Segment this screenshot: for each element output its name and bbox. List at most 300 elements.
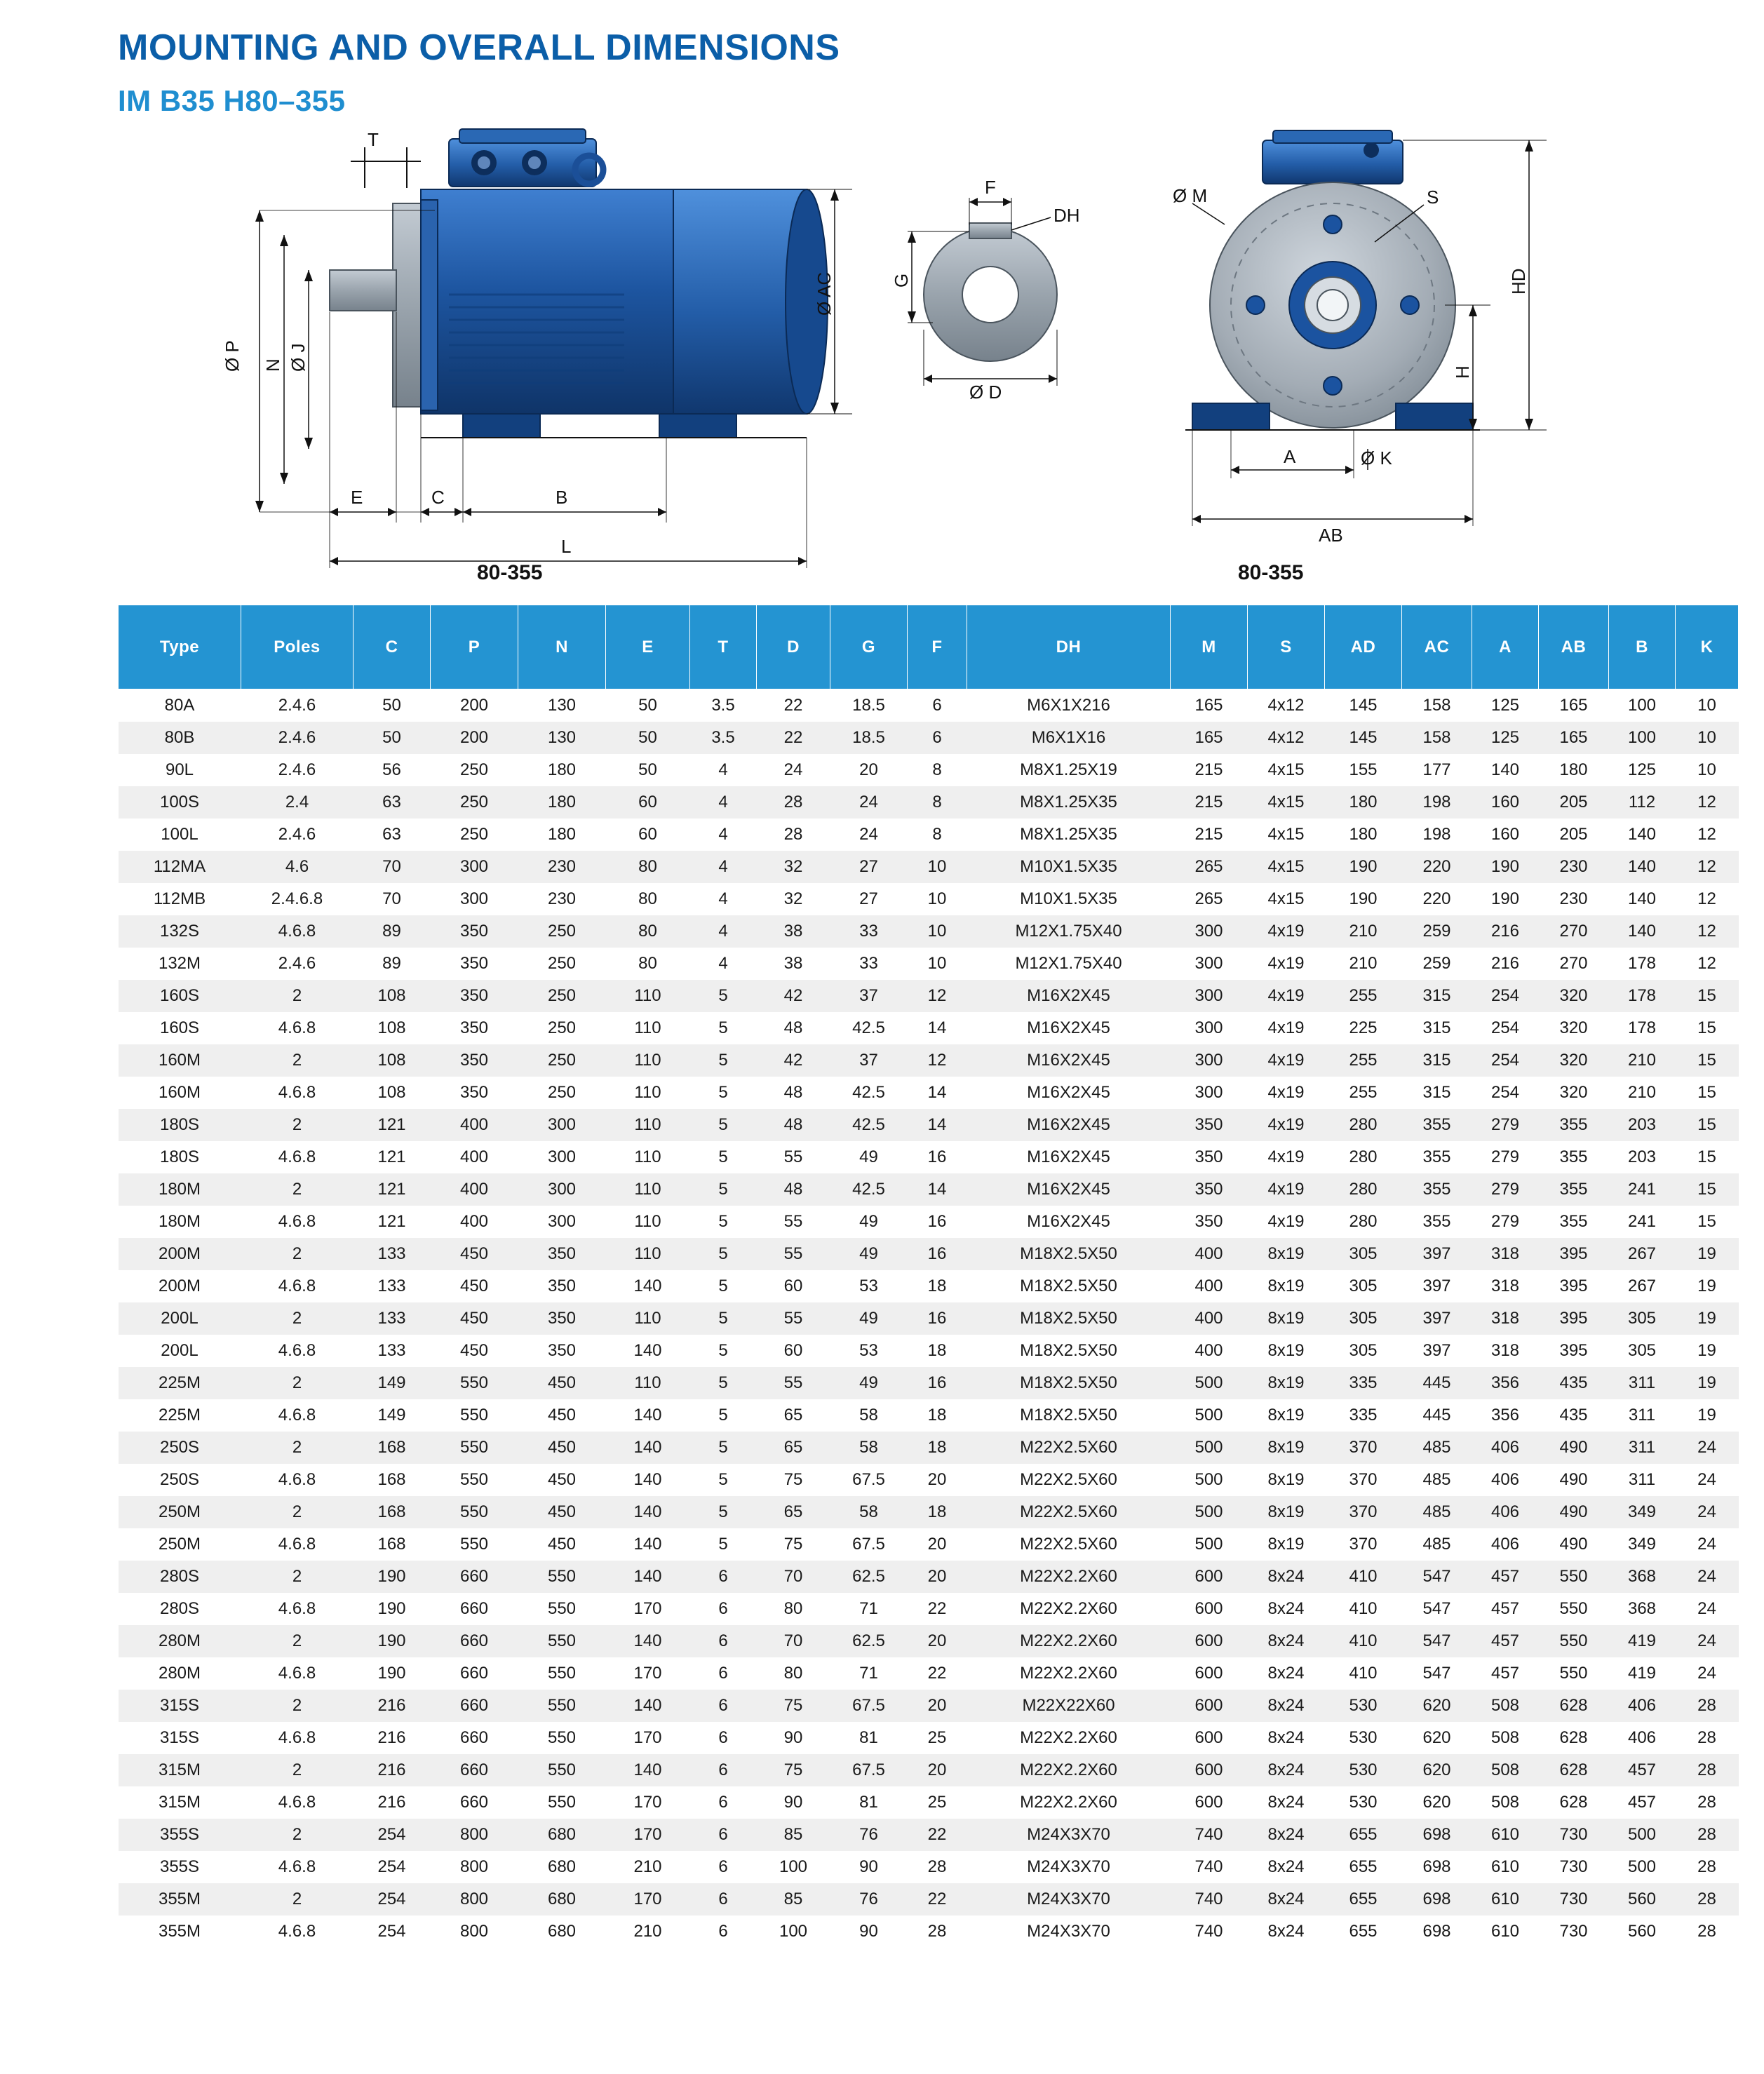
table-cell-ac: 198 (1422, 824, 1451, 844)
table-cell-m: 300 (1194, 953, 1223, 973)
table-cell-k: 10 (1697, 760, 1716, 779)
table-cell-type: 180M (158, 1211, 201, 1231)
table-cell-f: 20 (927, 1566, 947, 1586)
table-cell-c: 216 (377, 1695, 406, 1715)
table-cell-g: 90 (859, 1921, 878, 1941)
table-cell-t: 5 (718, 1308, 728, 1328)
table-cell-s: 8x24 (1267, 1663, 1305, 1683)
table-cell-f: 18 (927, 1405, 947, 1425)
table-cell-s: 4x15 (1267, 824, 1305, 844)
table-cell-ac: 220 (1422, 889, 1451, 908)
table-cell-b: 267 (1627, 1244, 1657, 1263)
table-cell-d: 28 (783, 792, 803, 812)
table-cell-g: 81 (859, 1792, 878, 1812)
table-cell-b: 178 (1627, 1018, 1657, 1037)
table-row (119, 689, 1739, 722)
table-cell-d: 65 (783, 1437, 803, 1457)
table-cell-ac: 397 (1422, 1244, 1451, 1263)
table-cell-n: 450 (547, 1373, 577, 1392)
table-cell-e: 140 (633, 1469, 662, 1489)
table-cell-s: 4x15 (1267, 760, 1305, 779)
table-cell-poles: 4.6.8 (278, 1405, 316, 1425)
table-cell-t: 5 (718, 1115, 728, 1134)
table-cell-ab: 320 (1559, 1082, 1588, 1102)
table-cell-c: 70 (382, 856, 401, 876)
table-cell-m: 350 (1194, 1211, 1223, 1231)
table-cell-c: 254 (377, 1921, 406, 1941)
table-cell-ab: 230 (1559, 856, 1588, 876)
technical-drawing-area (0, 119, 1764, 596)
table-cell-poles: 2 (292, 1889, 302, 1908)
table-cell-d: 38 (783, 921, 803, 941)
table-cell-a: 406 (1490, 1502, 1520, 1521)
table-cell-n: 350 (547, 1244, 577, 1263)
table-cell-k: 19 (1697, 1308, 1716, 1328)
table-cell-a: 508 (1490, 1792, 1520, 1812)
label-C: C (431, 487, 445, 508)
table-row (119, 722, 1739, 754)
col-s: S (1248, 605, 1325, 689)
table-cell-ab: 320 (1559, 985, 1588, 1005)
table-cell-ad: 370 (1349, 1437, 1378, 1457)
table-cell-s: 4x19 (1267, 1050, 1305, 1070)
table-cell-ac: 397 (1422, 1308, 1451, 1328)
table-cell-type: 90L (165, 760, 194, 779)
table-cell-ad: 335 (1349, 1373, 1378, 1392)
table-cell-f: 10 (927, 889, 947, 908)
table-cell-dh: M16X2X45 (1027, 1147, 1110, 1166)
table-cell-ac: 485 (1422, 1534, 1451, 1554)
table-cell-poles: 4.6.8 (278, 1082, 316, 1102)
table-row (119, 1367, 1739, 1399)
table-cell-a: 254 (1490, 1050, 1520, 1070)
table-cell-dh: M24X3X70 (1027, 1921, 1110, 1941)
table-cell-poles: 2.4.6 (278, 760, 316, 779)
table-cell-f: 14 (927, 1018, 947, 1037)
table-cell-a: 406 (1490, 1469, 1520, 1489)
table-cell-p: 450 (459, 1244, 489, 1263)
table-cell-p: 550 (459, 1405, 489, 1425)
table-cell-poles: 4.6.8 (278, 1663, 316, 1683)
table-cell-c: 190 (377, 1631, 406, 1650)
table-cell-p: 660 (459, 1663, 489, 1683)
table-cell-s: 4x19 (1267, 1211, 1305, 1231)
table-cell-e: 60 (638, 792, 657, 812)
table-cell-dh: M10X1.5X35 (1020, 856, 1117, 876)
table-cell-a: 279 (1490, 1147, 1520, 1166)
table-cell-type: 280M (158, 1631, 201, 1650)
table-row (119, 1399, 1739, 1432)
table-cell-s: 4x12 (1267, 695, 1305, 715)
table-cell-a: 125 (1490, 695, 1520, 715)
table-cell-d: 70 (783, 1566, 803, 1586)
table-cell-type: 80A (164, 695, 195, 715)
table-cell-dh: M6X1X16 (1031, 727, 1106, 747)
table-cell-n: 350 (547, 1276, 577, 1295)
table-cell-poles: 2 (292, 1695, 302, 1715)
table-cell-d: 24 (783, 760, 803, 779)
table-cell-ab: 435 (1559, 1405, 1588, 1425)
table-cell-d: 90 (783, 1792, 803, 1812)
table-cell-g: 62.5 (852, 1566, 885, 1586)
table-cell-a: 508 (1490, 1760, 1520, 1779)
table-cell-g: 90 (859, 1857, 878, 1876)
label-K: Ø K (1361, 447, 1392, 469)
table-cell-ab: 628 (1559, 1792, 1588, 1812)
table-cell-p: 660 (459, 1631, 489, 1650)
table-cell-ab: 550 (1559, 1663, 1588, 1683)
table-cell-f: 8 (932, 760, 942, 779)
table-cell-p: 350 (459, 1050, 489, 1070)
table-cell-b: 140 (1627, 824, 1657, 844)
table-cell-n: 680 (547, 1921, 577, 1941)
table-cell-k: 19 (1697, 1405, 1716, 1425)
table-cell-m: 740 (1194, 1921, 1223, 1941)
table-cell-b: 100 (1627, 695, 1657, 715)
table-cell-dh: M16X2X45 (1027, 1082, 1110, 1102)
table-cell-n: 550 (547, 1663, 577, 1683)
table-cell-a: 318 (1490, 1244, 1520, 1263)
table-cell-ad: 530 (1349, 1792, 1378, 1812)
table-cell-type: 132M (158, 953, 201, 973)
label-P: Ø P (222, 340, 243, 372)
table-cell-k: 28 (1697, 1695, 1716, 1715)
table-cell-e: 140 (633, 1631, 662, 1650)
table-cell-p: 350 (459, 1018, 489, 1037)
table-cell-m: 350 (1194, 1179, 1223, 1199)
side-view-group (222, 129, 852, 568)
table-row (119, 1496, 1739, 1528)
table-cell-dh: M24X3X70 (1027, 1824, 1110, 1844)
table-cell-p: 660 (459, 1695, 489, 1715)
table-cell-e: 80 (638, 856, 657, 876)
table-cell-d: 65 (783, 1405, 803, 1425)
table-cell-s: 4x19 (1267, 985, 1305, 1005)
table-cell-n: 450 (547, 1534, 577, 1554)
table-cell-c: 121 (377, 1115, 406, 1134)
table-cell-b: 100 (1627, 727, 1657, 747)
table-cell-poles: 4.6.8 (278, 921, 316, 941)
table-cell-ab: 180 (1559, 760, 1588, 779)
table-cell-m: 300 (1194, 1050, 1223, 1070)
table-cell-b: 305 (1627, 1308, 1657, 1328)
table-cell-d: 55 (783, 1308, 803, 1328)
table-cell-type: 160S (159, 985, 200, 1005)
table-cell-p: 300 (459, 856, 489, 876)
table-cell-ad: 655 (1349, 1824, 1378, 1844)
table-cell-e: 170 (633, 1598, 662, 1618)
table-cell-a: 190 (1490, 889, 1520, 908)
table-cell-d: 48 (783, 1115, 803, 1134)
table-cell-m: 600 (1194, 1566, 1223, 1586)
table-cell-poles: 2 (292, 1502, 302, 1521)
table-cell-dh: M16X2X45 (1027, 1115, 1110, 1134)
table-cell-poles: 2.4.6 (278, 824, 316, 844)
table-cell-e: 210 (633, 1921, 662, 1941)
table-cell-ac: 547 (1422, 1566, 1451, 1586)
table-cell-n: 450 (547, 1502, 577, 1521)
table-cell-d: 32 (783, 889, 803, 908)
table-cell-b: 203 (1627, 1115, 1657, 1134)
table-cell-c: 133 (377, 1244, 406, 1263)
table-cell-p: 400 (459, 1115, 489, 1134)
table-cell-n: 680 (547, 1857, 577, 1876)
table-cell-ad: 180 (1349, 792, 1378, 812)
table-cell-d: 100 (779, 1921, 808, 1941)
table-cell-k: 10 (1697, 727, 1716, 747)
table-cell-e: 140 (633, 1340, 662, 1360)
table-row (119, 819, 1739, 851)
table-cell-dh: M22X2.2X60 (1020, 1792, 1117, 1812)
table-cell-s: 8x19 (1267, 1502, 1305, 1521)
table-cell-n: 550 (547, 1760, 577, 1779)
table-cell-t: 6 (718, 1663, 728, 1683)
table-cell-ab: 550 (1559, 1566, 1588, 1586)
table-row (119, 948, 1739, 980)
table-cell-k: 12 (1697, 921, 1716, 941)
table-cell-f: 10 (927, 953, 947, 973)
table-cell-t: 5 (718, 1534, 728, 1554)
table-cell-dh: M12X1.75X40 (1015, 953, 1122, 973)
table-cell-g: 42.5 (852, 1179, 885, 1199)
table-cell-poles: 2.4.6 (278, 953, 316, 973)
table-cell-m: 500 (1194, 1405, 1223, 1425)
table-cell-ad: 280 (1349, 1211, 1378, 1231)
table-cell-a: 356 (1490, 1405, 1520, 1425)
page-subtitle: IM B35 H80–355 (118, 84, 346, 117)
table-cell-a: 406 (1490, 1534, 1520, 1554)
table-cell-dh: M24X3X70 (1027, 1889, 1110, 1908)
table-cell-a: 318 (1490, 1276, 1520, 1295)
table-cell-ad: 180 (1349, 824, 1378, 844)
table-cell-ab: 270 (1559, 953, 1588, 973)
table-cell-ac: 547 (1422, 1631, 1451, 1650)
table-cell-m: 400 (1194, 1340, 1223, 1360)
table-cell-poles: 4.6.8 (278, 1728, 316, 1747)
table-cell-ac: 547 (1422, 1663, 1451, 1683)
table-cell-s: 4x19 (1267, 1147, 1305, 1166)
table-cell-c: 121 (377, 1211, 406, 1231)
table-cell-ac: 259 (1422, 953, 1451, 973)
table-row (119, 1915, 1739, 1948)
table-cell-f: 16 (927, 1308, 947, 1328)
table-cell-e: 80 (638, 889, 657, 908)
table-cell-s: 8x24 (1267, 1760, 1305, 1779)
label-AC: Ø AC (814, 271, 835, 316)
table-cell-c: 168 (377, 1469, 406, 1489)
table-cell-b: 419 (1627, 1663, 1657, 1683)
table-cell-g: 49 (859, 1308, 878, 1328)
table-cell-g: 67.5 (852, 1695, 885, 1715)
table-cell-b: 241 (1627, 1211, 1657, 1231)
label-F: F (985, 177, 996, 198)
table-row (119, 1593, 1739, 1625)
table-cell-ad: 305 (1349, 1340, 1378, 1360)
table-cell-ab: 320 (1559, 1018, 1588, 1037)
table-cell-k: 24 (1697, 1631, 1716, 1650)
table-cell-poles: 4.6.8 (278, 1147, 316, 1166)
table-cell-ad: 255 (1349, 1050, 1378, 1070)
table-cell-m: 400 (1194, 1276, 1223, 1295)
table-cell-e: 210 (633, 1857, 662, 1876)
table-cell-k: 24 (1697, 1566, 1716, 1586)
table-cell-s: 4x15 (1267, 792, 1305, 812)
col-m: M (1171, 605, 1248, 689)
table-cell-s: 4x19 (1267, 1179, 1305, 1199)
table-cell-f: 8 (932, 792, 942, 812)
table-cell-ab: 355 (1559, 1211, 1588, 1231)
table-cell-type: 180S (159, 1147, 200, 1166)
table-cell-p: 250 (459, 824, 489, 844)
table-cell-p: 550 (459, 1437, 489, 1457)
table-cell-type: 355S (159, 1824, 200, 1844)
table-cell-e: 170 (633, 1792, 662, 1812)
label-D: Ø D (969, 382, 1002, 403)
table-cell-c: 190 (377, 1566, 406, 1586)
table-cell-d: 65 (783, 1502, 803, 1521)
table-cell-ad: 255 (1349, 985, 1378, 1005)
table-cell-d: 60 (783, 1276, 803, 1295)
table-cell-type: 315M (158, 1792, 201, 1812)
table-cell-p: 550 (459, 1373, 489, 1392)
table-cell-g: 24 (859, 792, 878, 812)
table-cell-t: 6 (718, 1792, 728, 1812)
table-cell-e: 110 (634, 1244, 661, 1263)
table-row (119, 1077, 1739, 1109)
table-cell-m: 600 (1194, 1598, 1223, 1618)
table-cell-type: 160M (158, 1082, 201, 1102)
table-cell-p: 350 (459, 1082, 489, 1102)
table-cell-n: 350 (547, 1340, 577, 1360)
table-cell-n: 550 (547, 1792, 577, 1812)
motor-drawings-svg (0, 119, 1764, 603)
table-cell-p: 350 (459, 921, 489, 941)
col-type: Type (119, 605, 241, 689)
table-cell-k: 12 (1697, 856, 1716, 876)
table-cell-f: 10 (927, 856, 947, 876)
table-cell-e: 110 (634, 1082, 661, 1102)
table-cell-ad: 530 (1349, 1760, 1378, 1779)
table-row (119, 980, 1739, 1012)
table-row (119, 1302, 1739, 1335)
table-cell-type: 280S (159, 1598, 200, 1618)
table-cell-c: 89 (382, 953, 401, 973)
table-cell-c: 121 (377, 1179, 406, 1199)
table-cell-type: 100L (161, 824, 198, 844)
table-cell-t: 6 (718, 1824, 728, 1844)
table-row (119, 1464, 1739, 1496)
table-cell-c: 121 (377, 1147, 406, 1166)
table-cell-type: 200L (161, 1308, 198, 1328)
table-cell-dh: M16X2X45 (1027, 1018, 1110, 1037)
table-cell-t: 4 (718, 953, 728, 973)
table-cell-dh: M16X2X45 (1027, 1050, 1110, 1070)
table-cell-dh: M8X1.25X35 (1020, 824, 1117, 844)
table-header-row (119, 605, 1739, 689)
table-cell-type: 315M (158, 1760, 201, 1779)
table-cell-m: 265 (1194, 856, 1223, 876)
table-cell-t: 6 (718, 1728, 728, 1747)
table-row (119, 1012, 1739, 1044)
table-cell-e: 140 (633, 1566, 662, 1586)
table-cell-p: 550 (459, 1469, 489, 1489)
table-cell-g: 53 (859, 1276, 878, 1295)
table-row (119, 851, 1739, 883)
table-cell-t: 4 (718, 792, 728, 812)
table-cell-n: 680 (547, 1824, 577, 1844)
table-cell-b: 178 (1627, 985, 1657, 1005)
table-cell-ad: 530 (1349, 1728, 1378, 1747)
table-cell-poles: 2 (292, 1115, 302, 1134)
table-cell-f: 28 (927, 1857, 947, 1876)
table-cell-s: 8x24 (1267, 1921, 1305, 1941)
table-cell-f: 16 (927, 1211, 947, 1231)
table-cell-dh: M18X2.5X50 (1020, 1308, 1117, 1328)
table-cell-dh: M10X1.5X35 (1020, 889, 1117, 908)
table-cell-ac: 698 (1422, 1889, 1451, 1908)
table-cell-p: 660 (459, 1598, 489, 1618)
table-cell-k: 19 (1697, 1373, 1716, 1392)
table-cell-m: 600 (1194, 1695, 1223, 1715)
table-cell-ac: 315 (1422, 985, 1451, 1005)
label-H: H (1452, 365, 1473, 379)
table-cell-type: 315S (159, 1695, 200, 1715)
table-cell-g: 27 (859, 889, 878, 908)
table-cell-k: 28 (1697, 1889, 1716, 1908)
table-row (119, 915, 1739, 948)
dimensions-table (118, 605, 1739, 1948)
table-cell-poles: 4.6.8 (278, 1857, 316, 1876)
table-cell-a: 279 (1490, 1211, 1520, 1231)
table-cell-m: 500 (1194, 1373, 1223, 1392)
table-cell-ad: 410 (1349, 1598, 1378, 1618)
table-cell-ab: 165 (1559, 727, 1588, 747)
table-header (119, 605, 1739, 689)
table-cell-poles: 2 (292, 1244, 302, 1263)
table-cell-t: 6 (718, 1631, 728, 1650)
table-cell-ac: 620 (1422, 1792, 1451, 1812)
table-cell-e: 110 (634, 1373, 661, 1392)
table-cell-b: 349 (1627, 1534, 1657, 1554)
table-cell-s: 8x19 (1267, 1244, 1305, 1263)
table-cell-ab: 230 (1559, 889, 1588, 908)
table-cell-ad: 145 (1349, 727, 1378, 747)
table-cell-s: 8x19 (1267, 1437, 1305, 1457)
col-e: E (606, 605, 690, 689)
table-cell-b: 311 (1628, 1373, 1656, 1392)
table-cell-ad: 155 (1349, 760, 1378, 779)
table-cell-k: 15 (1697, 1082, 1716, 1102)
table-cell-g: 49 (859, 1244, 878, 1263)
table-row (119, 1206, 1739, 1238)
table-cell-ad: 655 (1349, 1921, 1378, 1941)
table-cell-k: 15 (1697, 1179, 1716, 1199)
table-cell-k: 15 (1697, 985, 1716, 1005)
table-cell-a: 279 (1490, 1115, 1520, 1134)
col-dh: DH (967, 605, 1171, 689)
table-cell-ab: 165 (1559, 695, 1588, 715)
table-cell-d: 48 (783, 1082, 803, 1102)
table-cell-type: 280M (158, 1663, 201, 1683)
table-cell-p: 350 (459, 985, 489, 1005)
table-cell-b: 311 (1628, 1437, 1656, 1457)
table-cell-c: 108 (377, 1050, 406, 1070)
table-cell-ab: 205 (1559, 824, 1588, 844)
table-cell-s: 8x24 (1267, 1631, 1305, 1650)
table-cell-m: 350 (1194, 1115, 1223, 1134)
table-cell-dh: M22X2.2X60 (1020, 1566, 1117, 1586)
table-cell-dh: M8X1.25X35 (1020, 792, 1117, 812)
